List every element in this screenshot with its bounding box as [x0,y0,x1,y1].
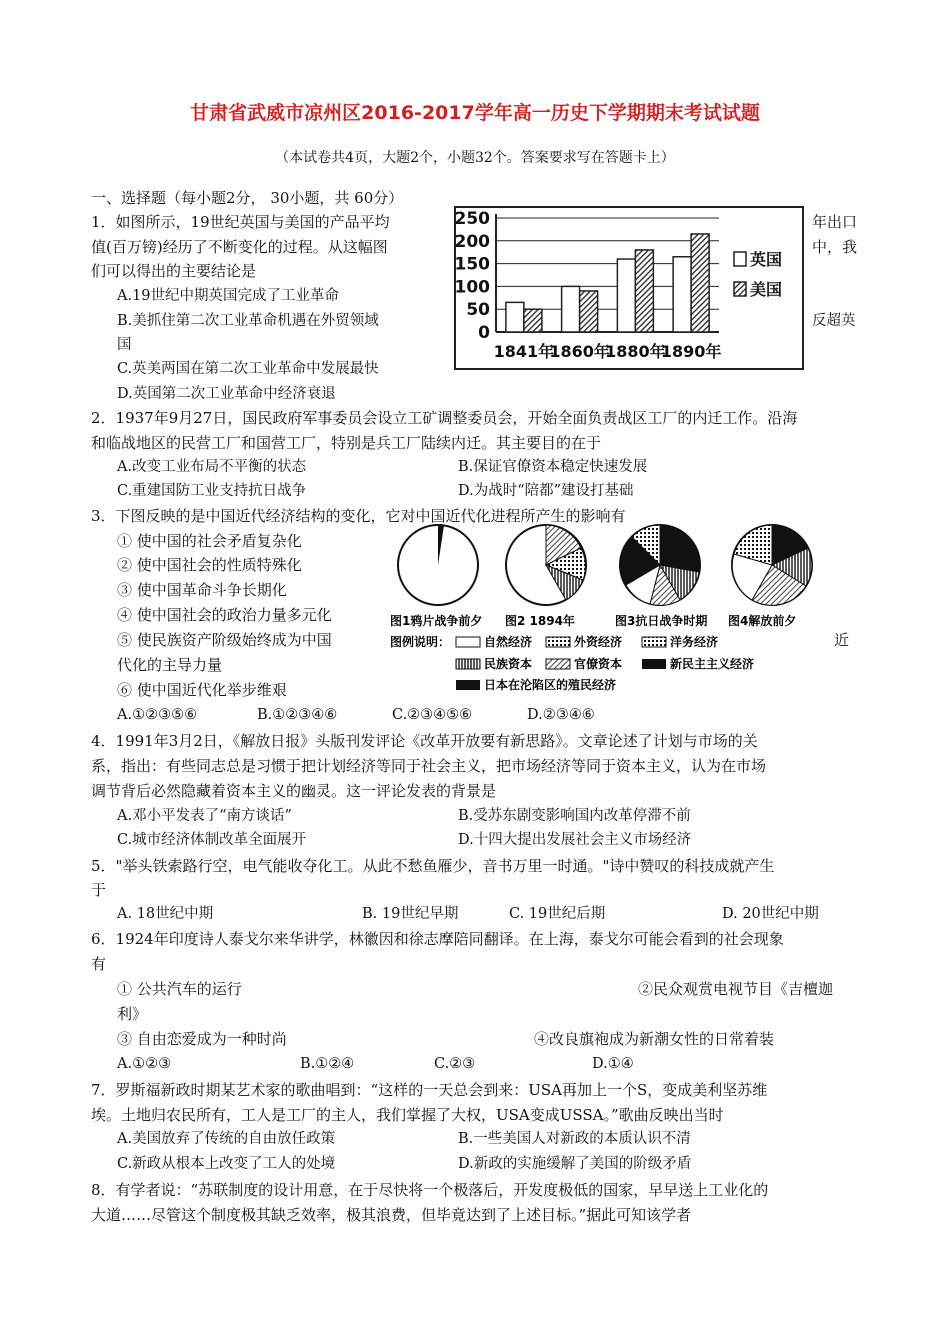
x-tick-label: 1860年 [549,342,610,361]
q1-stem-line1: 1．如图所示，19世纪英国与美国的产品平均 [91,213,390,231]
pie-3 [620,525,700,605]
q6-stem-line2: 有 [91,955,107,973]
q2-option-a: A.改变工业布局不平衡的状态 [117,459,307,475]
q1-option-b-wrap: 国 [117,337,132,353]
legend-foreign: 外资经济 [574,635,623,649]
q4-option-c: C.城市经济体制改革全面展开 [117,832,307,848]
pie-2 [506,525,586,605]
q3-option-a: A.①②③⑤⑥ [117,707,198,723]
bar-美国-1860年 [580,291,598,332]
pie-caption-1: 图1鸦片战争前夕 [390,614,483,628]
q1-option-c: C.英美两国在第二次工业革命中发展最快 [117,361,379,377]
q3-item-5-tail: 近 [834,631,850,649]
q1-stem-line2: 值(百万镑)经历了不断变化的过程。从这幅图 [91,238,388,256]
legend-natural: 自然经济 [484,635,533,649]
q5-option-c: C. 19世纪后期 [509,906,606,922]
q4-stem-line1: 4．1991年3月2日，《解放日报》头版刊发评论《改革开放要有新思路》。文章论述了计划与市场的关 [91,732,758,750]
x-tick-label: 1890年 [660,342,722,361]
y-tick-label: 150 [454,254,490,275]
q8-stem-line1: 8．有学者说：“苏联制度的设计用意，在于尽快将一个极落后，开发度极低的国家，早早送上工业化的 [91,1181,769,1199]
legend-new-democratic: 新民主主义经济 [670,657,755,671]
pie-legend-title: 图例说明： [390,635,451,649]
legend-label: 英国 [750,250,783,269]
y-tick-label: 0 [478,323,490,343]
q3-option-d: D.②③④⑥ [527,707,595,723]
pie-caption-3: 图3抗日战争时期 [615,614,708,628]
bar-美国-1890年 [691,234,709,332]
q2-option-d: D.为战时“陪都”建设打基础 [458,483,634,499]
y-tick-label: 250 [454,209,490,229]
q1-stem-line1-tail: 年出口 [812,213,858,231]
q3-item-5-wrap: 代化的主导力量 [117,656,223,674]
y-tick-label: 50 [466,300,490,321]
pie-4 [732,525,812,605]
q4-option-a: A.邓小平发表了“南方谈话” [117,808,292,824]
q6-item-3: ③ 自由恋爱成为一种时尚 [117,1030,287,1048]
q6-option-b: B.①②④ [300,1056,355,1072]
bar-英国-1890年 [673,257,691,332]
q6-stem-line1: 6．1924年印度诗人泰戈尔来华讲学，林徽因和徐志摩陪同翻译。在上海，泰戈尔可能会看到的社会现象 [91,930,784,948]
legend-swatch [734,252,746,266]
q7-option-c: C.新政从根本上改变了工人的处境 [117,1156,336,1172]
pie-caption-4: 图4解放前夕 [728,614,797,628]
q3-item-3: ③ 使中国革命斗争长期化 [117,581,287,599]
bar-美国-1880年 [635,250,653,332]
q3-option-b: B.①②③④⑥ [257,707,338,723]
economy-structure-figure [380,520,820,696]
q4-stem-line2: 系，指出：有些同志总是习惯于把计划经济等同于社会主义，把市场经济等同于资本主义，认为在市场 [91,757,767,775]
q4-option-d: D.十四大提出发展社会主义市场经济 [458,832,692,848]
q4-option-b: B.受苏东剧变影响国内改革停滞不前 [458,808,691,824]
y-tick-label: 200 [454,231,490,252]
legend-national: 民族资本 [484,657,533,671]
q6-item-1: ① 公共汽车的运行 [117,980,242,998]
q3-item-4: ④ 使中国社会的政治力量多元化 [117,606,332,624]
q1-stem-line2-tail: 中，我 [812,238,858,256]
q3-item-2: ② 使中国社会的性质特殊化 [117,556,302,574]
q3-option-c: C.②③④⑤⑥ [392,707,473,723]
section-heading: 一、选择题（每小题2分， 30小题，共 60分） [91,189,404,207]
q2-option-b: B.保证官僚资本稳定快速发展 [458,459,648,475]
pie-1 [398,525,478,605]
x-tick-label: 1880年 [605,342,666,361]
q3-item-5: ⑤ 使民族资产阶级始终成为中国 [117,631,332,649]
legend-swatch [734,282,746,296]
q2-stem-line2: 和临战地区的民营工厂和国营工厂，特别是兵工厂陆续内迁。其主要目的在于 [91,434,602,452]
q2-stem-line1: 2．1937年9月27日，国民政府军事委员会设立工矿调整委员会，开始全面负责战区工厂的内迁工作。沿海 [91,409,798,427]
q3-item-1: ① 使中国的社会矛盾复杂化 [117,532,302,550]
y-tick-label: 100 [454,277,490,298]
q7-option-d: D.新政的实施缓解了美国的阶级矛盾 [458,1156,692,1172]
export-bar-chart [454,206,804,370]
bar-英国-1841年 [506,302,524,332]
legend-westernization: 洋务经济 [670,635,719,649]
q6-option-a: A.①②③ [117,1056,172,1072]
q5-stem-line1: 5．"举头铁索路行空，电气能收夺化工。从此不愁鱼雁少，音书万里一时通。"诗中赞叹的科技成就产生 [91,857,775,875]
q7-stem-line2: 埃。土地归农民所有，工人是工厂的主人，我们掌握了大权，USA变成USSA。”歌曲反映出当时 [91,1106,724,1124]
q8-stem-line2: 大道……尽管这个制度极其缺乏效率，极其浪费，但毕竟达到了上述目标。”据此可知该学者 [91,1206,692,1224]
q7-stem-line1: 7．罗斯福新政时期某艺术家的歌曲唱到：“这样的一天总会到来：USA再加上一个S，变成美利坚苏维 [91,1081,768,1099]
pie-caption-2: 图2 1894年 [505,614,575,628]
q1-option-b-tail: 反超英 [812,313,856,329]
q5-option-d: D. 20世纪中期 [722,906,819,922]
page-title: 甘肃省武威市凉州区2016-2017学年高一历史下学期期末考试试题 [190,102,760,124]
legend-colonial: 日本在沦陷区的殖民经济 [484,678,617,692]
q5-stem-line2: 于 [91,881,107,899]
q3-item-6: ⑥ 使中国近代化举步维艰 [117,681,287,699]
legend-bureaucratic: 官僚资本 [574,657,623,671]
q3-stem: 3．下图反映的是中国近代经济结构的变化，它对中国近代化进程所产生的影响有 [91,507,626,525]
x-tick-label: 1841年 [493,342,555,361]
q1-option-d: D.英国第二次工业革命中经济衰退 [117,386,336,402]
q6-item-4: ④改良旗袍成为新潮女性的日常着装 [534,1030,775,1048]
bar-英国-1860年 [562,286,580,332]
q1-option-a: A.19世纪中期英国完成了工业革命 [117,288,340,304]
q6-item-2-wrap: 利》 [117,1005,148,1023]
q2-option-c: C.重建国防工业支持抗日战争 [117,483,307,499]
q1-stem-line3: 们可以得出的主要结论是 [91,262,257,280]
q7-option-a: A.美国放弃了传统的自由放任政策 [117,1131,336,1147]
q5-option-b: B. 19世纪早期 [362,906,459,922]
q6-item-2: ②民众观赏电视节目《吉檀迦 [638,980,834,998]
q4-stem-line3: 调节背后必然隐藏着资本主义的幽灵。这一评论发表的背景是 [91,782,497,800]
q7-option-b: B.一些美国人对新政的本质认识不清 [458,1131,691,1147]
bar-英国-1880年 [617,259,635,332]
bar-美国-1841年 [524,309,542,332]
q1-option-b: B.美抓住第二次工业革命机遇在外贸领域 [117,313,379,329]
legend-label: 美国 [750,280,783,299]
page-subtitle: （本试卷共4页，大题2个，小题32个。答案要求写在答题卡上） [275,150,675,166]
q5-option-a: A. 18世纪中期 [117,906,214,922]
q6-option-d: D.①④ [592,1056,634,1072]
q6-option-c: C.②③ [434,1056,476,1072]
